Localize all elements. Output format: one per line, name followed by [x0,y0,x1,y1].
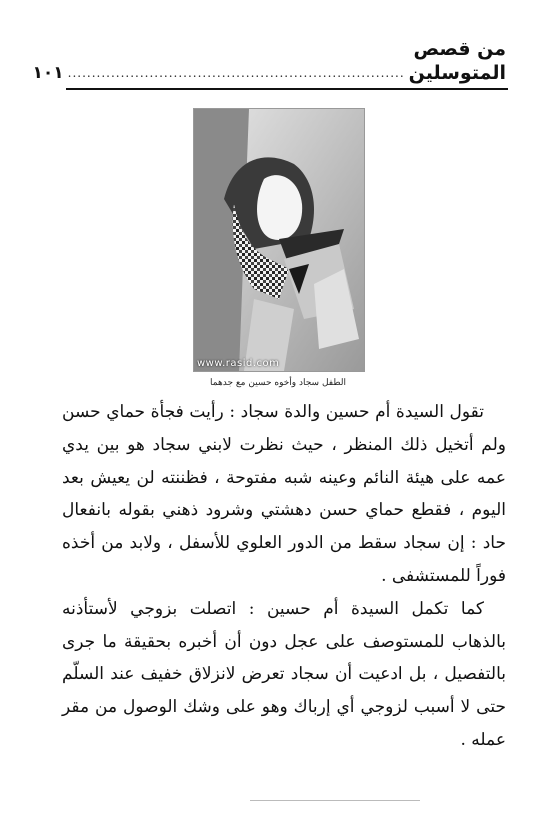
header-leader-dots: ...................................................................... [67,66,405,80]
photo-caption: الطفل سجاد وأخوه حسين مع جدهما [210,378,346,388]
photo [193,108,365,372]
paragraph: تقول السيدة أم حسين والدة سجاد : رأيت فجأة حماي حسن ولم أتخيل ذلك المنظر ، حيث نظرت لابني سجاد هو بين يدي عمه على هيئة النائم وعينه شبه مفتوحة ، فظننته لن يعيش بعد اليوم ، فقطع حماي حسن دهشتي وشرود ذهني بقوله بانفعال حاد : إن سجاد سقط من الدور العلوي للأسفل ، ولابد من أخذه فوراً للمستشفى . [62,402,506,586]
header-rule [66,88,508,90]
book-title: من قصص المتوسلين [408,38,506,84]
bottom-rule [250,800,420,801]
paragraph: كما تكمل السيدة أم حسين : اتصلت بزوجي لأستأذنه بالذهاب للمستوصف على عجل دون أن أخبره بحقيقة ما جرى بالتفصيل ، بل ادعيت أن سجاد تعرض لانزلاق خفيف عند السلّم حتى لا أسبب لزوجي أي إرباك وهو على وشك الوصول من مقر عمله . [62,598,506,750]
photo-watermark: www.rasid.com [197,358,280,369]
running-header [32,38,506,85]
body-text [62,396,506,757]
page-number: ١٠١ [32,63,64,83]
photo-image [194,109,364,371]
